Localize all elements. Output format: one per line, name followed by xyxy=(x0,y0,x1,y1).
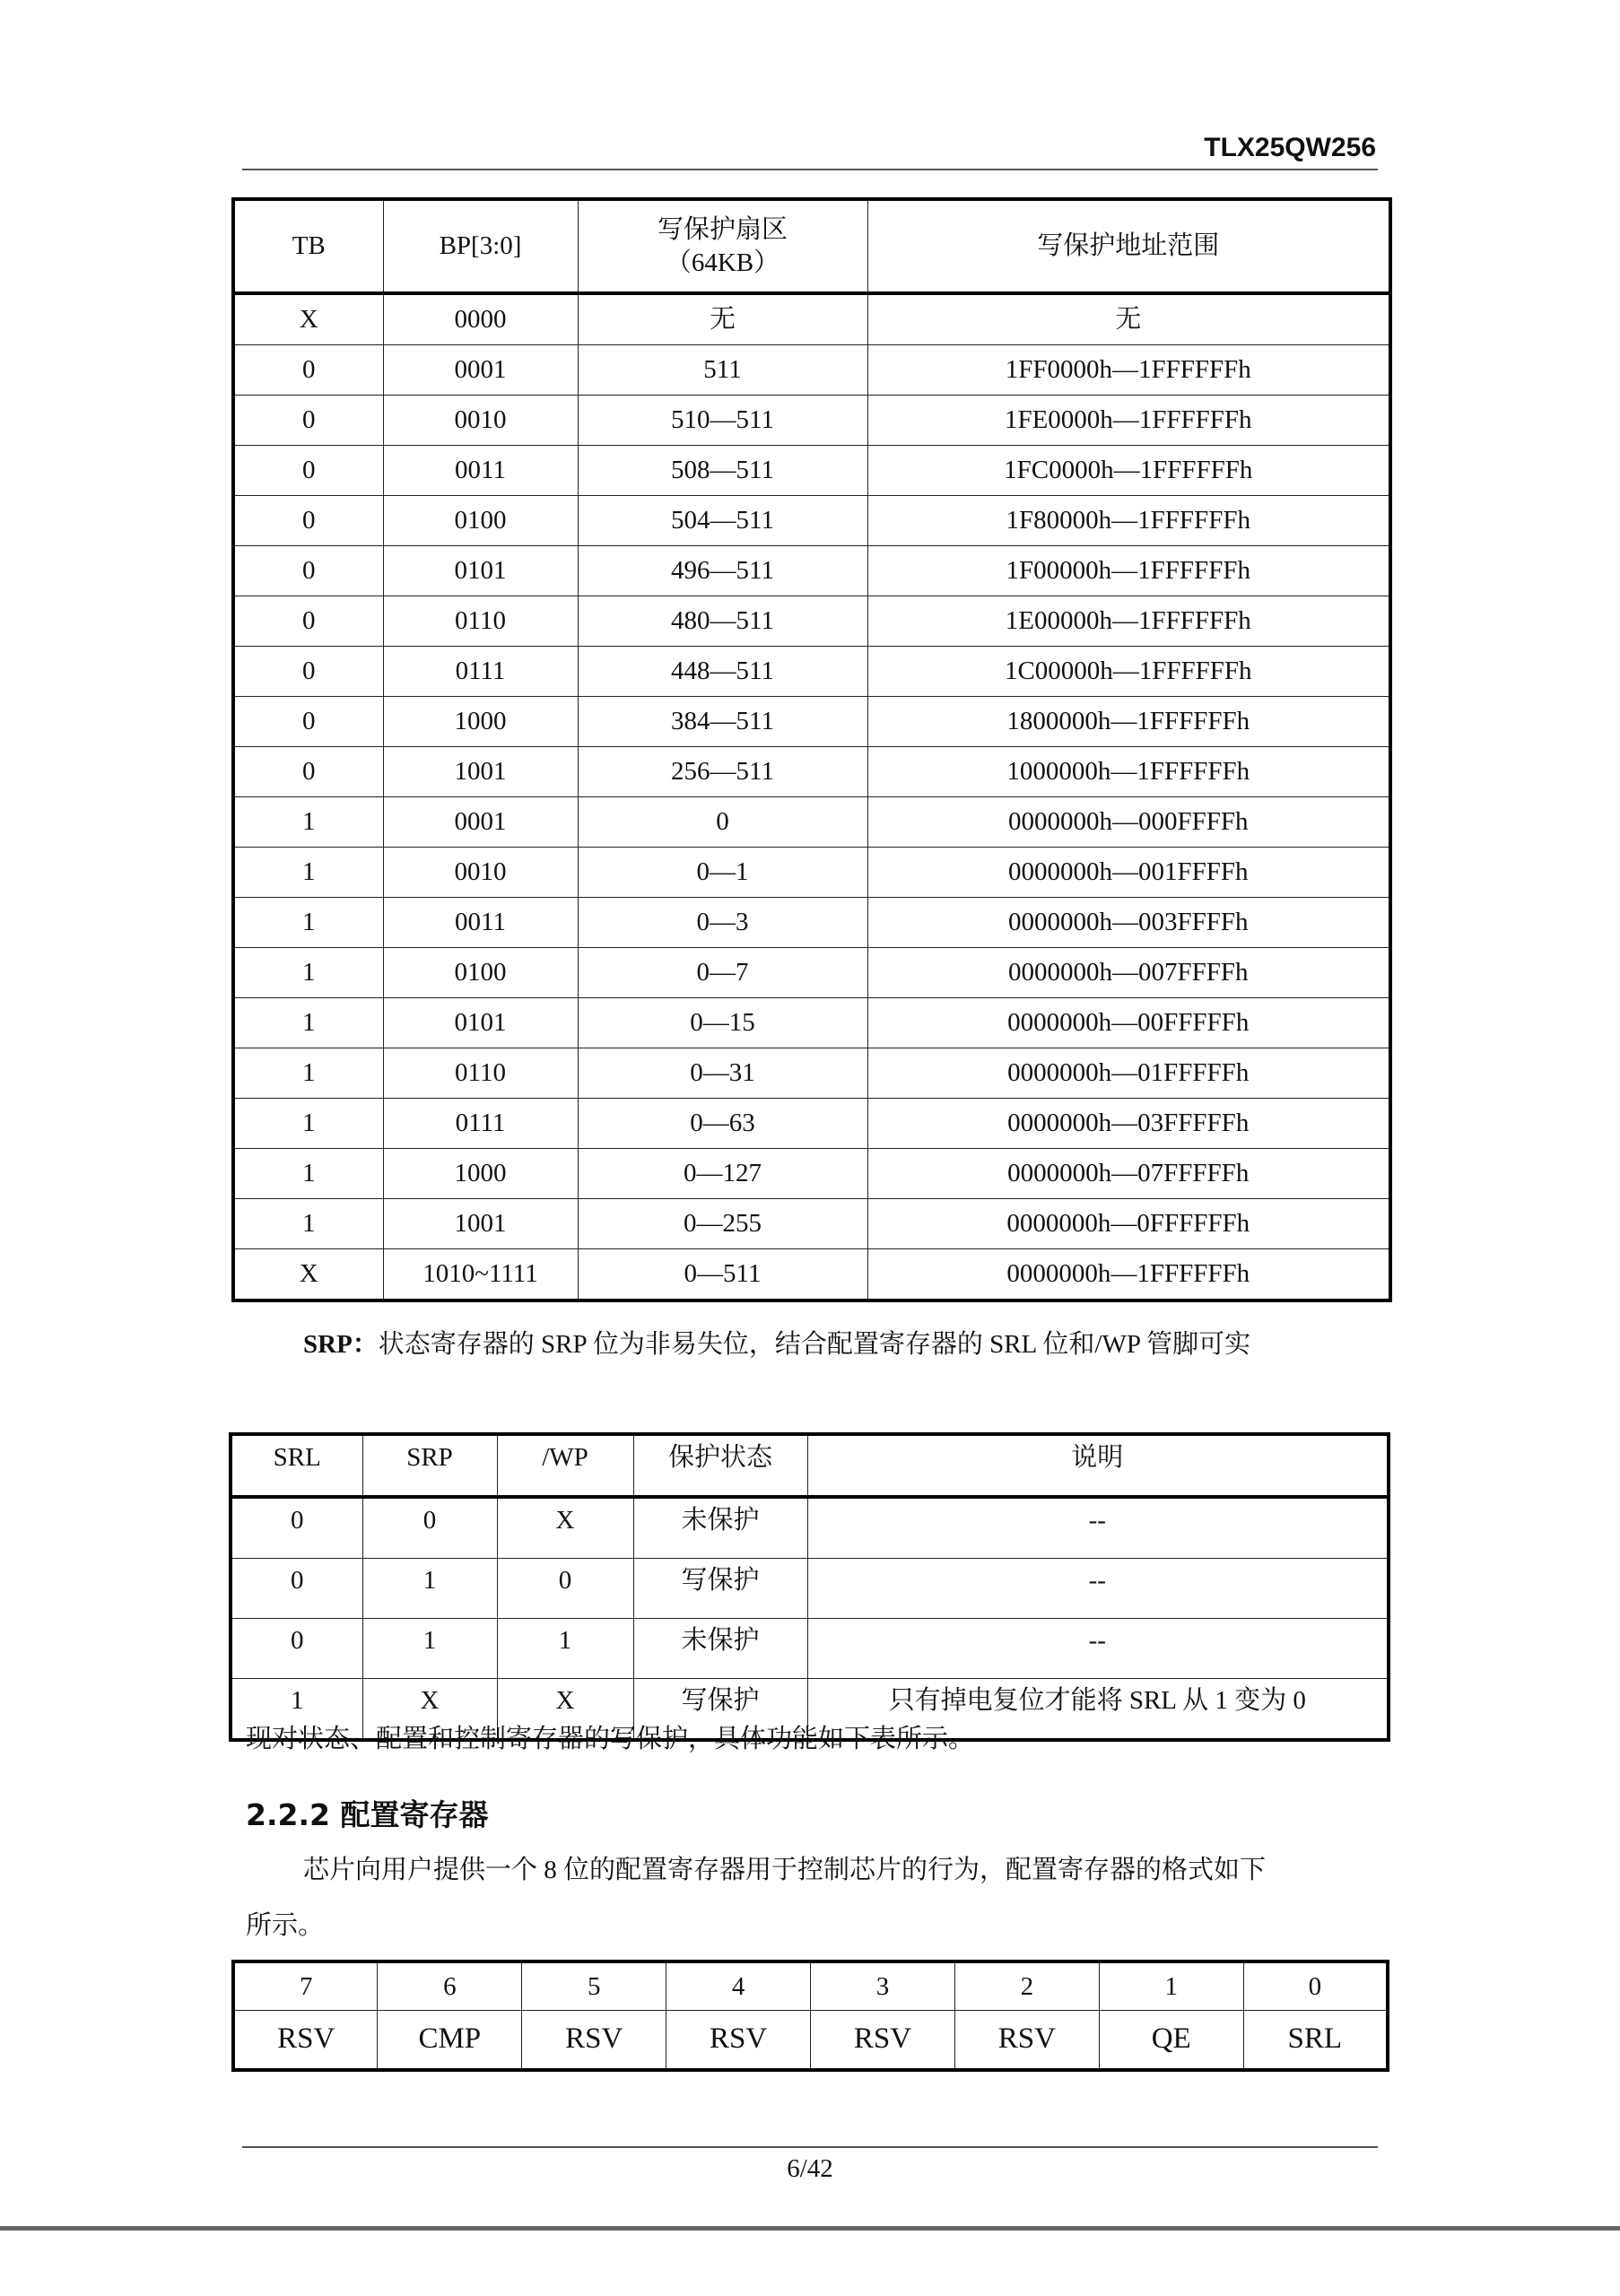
table-cell: 0000000h—07FFFFFh xyxy=(867,1149,1390,1199)
table-cell: 写保护 xyxy=(633,1559,807,1619)
table-row xyxy=(233,1099,1390,1149)
table-cell: 256—511 xyxy=(578,747,867,797)
table-cell: 1 xyxy=(362,1619,497,1679)
table-cell: 384—511 xyxy=(578,697,867,747)
document-header-title: TLX25QW256 xyxy=(1204,133,1376,162)
table-cell: 1FE0000h—1FFFFFFh xyxy=(867,396,1390,446)
table-row xyxy=(233,345,1390,396)
table-cell: 448—511 xyxy=(578,647,867,697)
table-row xyxy=(233,848,1390,898)
table-cell: 写保护扇区 （64KB） xyxy=(578,199,867,293)
table-cell: 未保护 xyxy=(633,1619,807,1679)
table-cell: 1001 xyxy=(383,747,578,797)
table-cell: 1000 xyxy=(383,1149,578,1199)
table-cell: 6 xyxy=(378,1961,522,2011)
table-cell: 1 xyxy=(233,1199,383,1249)
table-cell: 0100 xyxy=(383,948,578,998)
table-cell: 0 xyxy=(233,747,383,797)
table-cell: 0010 xyxy=(383,396,578,446)
table-cell: 3 xyxy=(811,1961,955,2011)
table-cell: 480—511 xyxy=(578,596,867,647)
table-cell: X xyxy=(233,293,383,345)
table-cell: 0—255 xyxy=(578,1199,867,1249)
table-cell: RSV xyxy=(954,2011,1099,2071)
table-cell: 1 xyxy=(233,1149,383,1199)
table-cell: 0—127 xyxy=(578,1149,867,1199)
table-cell: 1 xyxy=(233,1048,383,1099)
table-cell: -- xyxy=(807,1497,1389,1559)
table-row xyxy=(233,1048,1390,1099)
page-number: 6/42 xyxy=(787,2154,833,2183)
table-cell: 0000000h—01FFFFFh xyxy=(867,1048,1390,1099)
table-cell: 0 xyxy=(233,345,383,396)
srp-note-label: SRP： xyxy=(303,1330,379,1359)
table-cell: 0—7 xyxy=(578,948,867,998)
table-row xyxy=(233,948,1390,998)
table-cell: RSV xyxy=(666,2011,811,2071)
continuation-text: 现对状态、配置和控制寄存器的写保护，具体功能如下表所示。 xyxy=(246,1725,975,1753)
table-row xyxy=(233,496,1390,546)
table-cell: 0101 xyxy=(383,998,578,1048)
table-cell: 0001 xyxy=(383,797,578,848)
table-row xyxy=(233,647,1390,697)
table-cell: RSV xyxy=(522,2011,666,2071)
table-cell: 1C00000h—1FFFFFFh xyxy=(867,647,1390,697)
table-cell: 510—511 xyxy=(578,396,867,446)
footer-divider xyxy=(242,2146,1378,2148)
table-cell: 0 xyxy=(1243,1961,1388,2011)
table-cell: TB xyxy=(233,199,383,293)
table-cell: 0 xyxy=(233,446,383,496)
table-cell: 0000000h—03FFFFFh xyxy=(867,1099,1390,1149)
table-cell: RSV xyxy=(233,2011,378,2071)
table-row xyxy=(233,898,1390,948)
table-cell: 1FF0000h—1FFFFFFh xyxy=(867,345,1390,396)
table-cell: 2 xyxy=(954,1961,1099,2011)
table-cell: 未保护 xyxy=(633,1497,807,1559)
section-paragraph-line1: 芯片向用户提供一个 8 位的配置寄存器用于控制芯片的行为，配置寄存器的格式如下 xyxy=(303,1856,1267,1884)
table-cell: 0000000h—000FFFFh xyxy=(867,797,1390,848)
table-cell: 0—3 xyxy=(578,898,867,948)
table-row xyxy=(231,1559,1389,1619)
table-row xyxy=(233,596,1390,647)
table-row xyxy=(233,998,1390,1048)
table-cell: 0000 xyxy=(383,293,578,345)
table-cell: 0 xyxy=(233,596,383,647)
bit-index-row xyxy=(233,1961,1388,2011)
table-row xyxy=(233,747,1390,797)
table-cell: 0011 xyxy=(383,898,578,948)
table-row xyxy=(231,1497,1389,1559)
table-cell: 5 xyxy=(522,1961,666,2011)
table-cell: 1 xyxy=(233,948,383,998)
table-cell: 0—63 xyxy=(578,1099,867,1149)
table-cell: 0—15 xyxy=(578,998,867,1048)
config-register-table xyxy=(231,1960,1389,2072)
table-cell: 0 xyxy=(231,1559,362,1619)
write-protect-table xyxy=(231,197,1392,1302)
table-cell: X xyxy=(362,1679,497,1741)
table-cell: X xyxy=(497,1497,633,1559)
table-cell: 写保护 xyxy=(633,1679,807,1741)
table-cell: 说明 xyxy=(807,1434,1389,1497)
table-cell: CMP xyxy=(378,2011,522,2071)
table-cell: 4 xyxy=(666,1961,811,2011)
table-cell: 1 xyxy=(1099,1961,1243,2011)
table-cell: 写保护地址范围 xyxy=(867,199,1390,293)
table-cell: 0110 xyxy=(383,596,578,647)
table-header-row xyxy=(233,199,1390,293)
table-cell: 1 xyxy=(231,1679,362,1741)
section-paragraph-line2: 所示。 xyxy=(246,1911,325,1940)
table-cell: 0 xyxy=(362,1497,497,1559)
table-row xyxy=(233,546,1390,596)
table-cell: 0 xyxy=(233,396,383,446)
table-cell: 1E00000h—1FFFFFFh xyxy=(867,596,1390,647)
table-row xyxy=(231,1619,1389,1679)
section-heading: 2.2.2 配置寄存器 xyxy=(246,1797,489,1832)
table-cell: 1000 xyxy=(383,697,578,747)
table-cell: 1 xyxy=(233,998,383,1048)
table-cell: 0000000h—00FFFFFh xyxy=(867,998,1390,1048)
table-row xyxy=(233,396,1390,446)
table-cell: 0000000h—1FFFFFFh xyxy=(867,1249,1390,1301)
table-cell: 0 xyxy=(497,1559,633,1619)
table-cell: RSV xyxy=(811,2011,955,2071)
table-cell: 0 xyxy=(231,1619,362,1679)
table-cell: 1FC0000h—1FFFFFFh xyxy=(867,446,1390,496)
table-row xyxy=(233,797,1390,848)
table-cell: SRL xyxy=(231,1434,362,1497)
table-cell: 0 xyxy=(233,496,383,546)
bit-name-row xyxy=(233,2011,1388,2071)
table-cell: -- xyxy=(807,1559,1389,1619)
page-bottom-edge xyxy=(0,2226,1620,2231)
table-cell: 只有掉电复位才能将 SRL 从 1 变为 0 xyxy=(807,1679,1389,1741)
table-row xyxy=(233,1149,1390,1199)
table-cell: 0 xyxy=(233,697,383,747)
table-cell: X xyxy=(233,1249,383,1301)
table-cell: 0 xyxy=(233,546,383,596)
table-cell: 1F80000h—1FFFFFFh xyxy=(867,496,1390,546)
srp-note-text: 状态寄存器的 SRP 位为非易失位，结合配置寄存器的 SRL 位和/WP 管脚可实 xyxy=(378,1330,1251,1359)
table-cell: 0100 xyxy=(383,496,578,546)
table-cell: 0101 xyxy=(383,546,578,596)
table-cell: 1 xyxy=(362,1559,497,1619)
table-cell: 508—511 xyxy=(578,446,867,496)
table-cell: 0111 xyxy=(383,1099,578,1149)
table-cell: BP[3:0] xyxy=(383,199,578,293)
table-row xyxy=(233,1199,1390,1249)
table-cell: /WP xyxy=(497,1434,633,1497)
table-cell: 0000000h—007FFFFh xyxy=(867,948,1390,998)
table-cell: 0110 xyxy=(383,1048,578,1099)
table-cell: 1000000h—1FFFFFFh xyxy=(867,747,1390,797)
table-cell: 保护状态 xyxy=(633,1434,807,1497)
table-cell: X xyxy=(497,1679,633,1741)
table-cell: 0010 xyxy=(383,848,578,898)
table-cell: 1 xyxy=(233,898,383,948)
table-cell: 0000000h—003FFFFh xyxy=(867,898,1390,948)
table-cell: 1 xyxy=(233,1099,383,1149)
table-cell: 1001 xyxy=(383,1199,578,1249)
header-divider xyxy=(242,169,1378,170)
table-cell: 1 xyxy=(497,1619,633,1679)
table-row xyxy=(233,293,1390,345)
protection-state-table xyxy=(229,1432,1390,1742)
table-cell: 0 xyxy=(231,1497,362,1559)
table-cell: 0001 xyxy=(383,345,578,396)
table-cell: 1 xyxy=(233,848,383,898)
table-cell: 0011 xyxy=(383,446,578,496)
table-row xyxy=(233,446,1390,496)
table-cell: 0000000h—0FFFFFFh xyxy=(867,1199,1390,1249)
table-cell: 0 xyxy=(233,647,383,697)
table-cell: 0—31 xyxy=(578,1048,867,1099)
table-cell: -- xyxy=(807,1619,1389,1679)
table-cell: SRP xyxy=(362,1434,497,1497)
table-cell: 0000000h—001FFFFh xyxy=(867,848,1390,898)
table-row xyxy=(233,697,1390,747)
table-cell: 496—511 xyxy=(578,546,867,596)
table-row xyxy=(233,1249,1390,1301)
table-header-row xyxy=(231,1434,1389,1497)
table-cell: 504—511 xyxy=(578,496,867,546)
table-cell: 1F00000h—1FFFFFFh xyxy=(867,546,1390,596)
srp-note xyxy=(303,1324,1250,1361)
table-cell: 1 xyxy=(233,797,383,848)
table-cell: 无 xyxy=(867,293,1390,345)
table-cell: 1010~1111 xyxy=(383,1249,578,1301)
table-cell: 无 xyxy=(578,293,867,345)
table-cell: 0 xyxy=(578,797,867,848)
table-cell: 0—511 xyxy=(578,1249,867,1301)
table-cell: QE xyxy=(1099,2011,1243,2071)
table-cell: SRL xyxy=(1243,2011,1388,2071)
table-cell: 7 xyxy=(233,1961,378,2011)
table-cell: 1800000h—1FFFFFFh xyxy=(867,697,1390,747)
table-cell: 0111 xyxy=(383,647,578,697)
table-cell: 0—1 xyxy=(578,848,867,898)
table-cell: 511 xyxy=(578,345,867,396)
